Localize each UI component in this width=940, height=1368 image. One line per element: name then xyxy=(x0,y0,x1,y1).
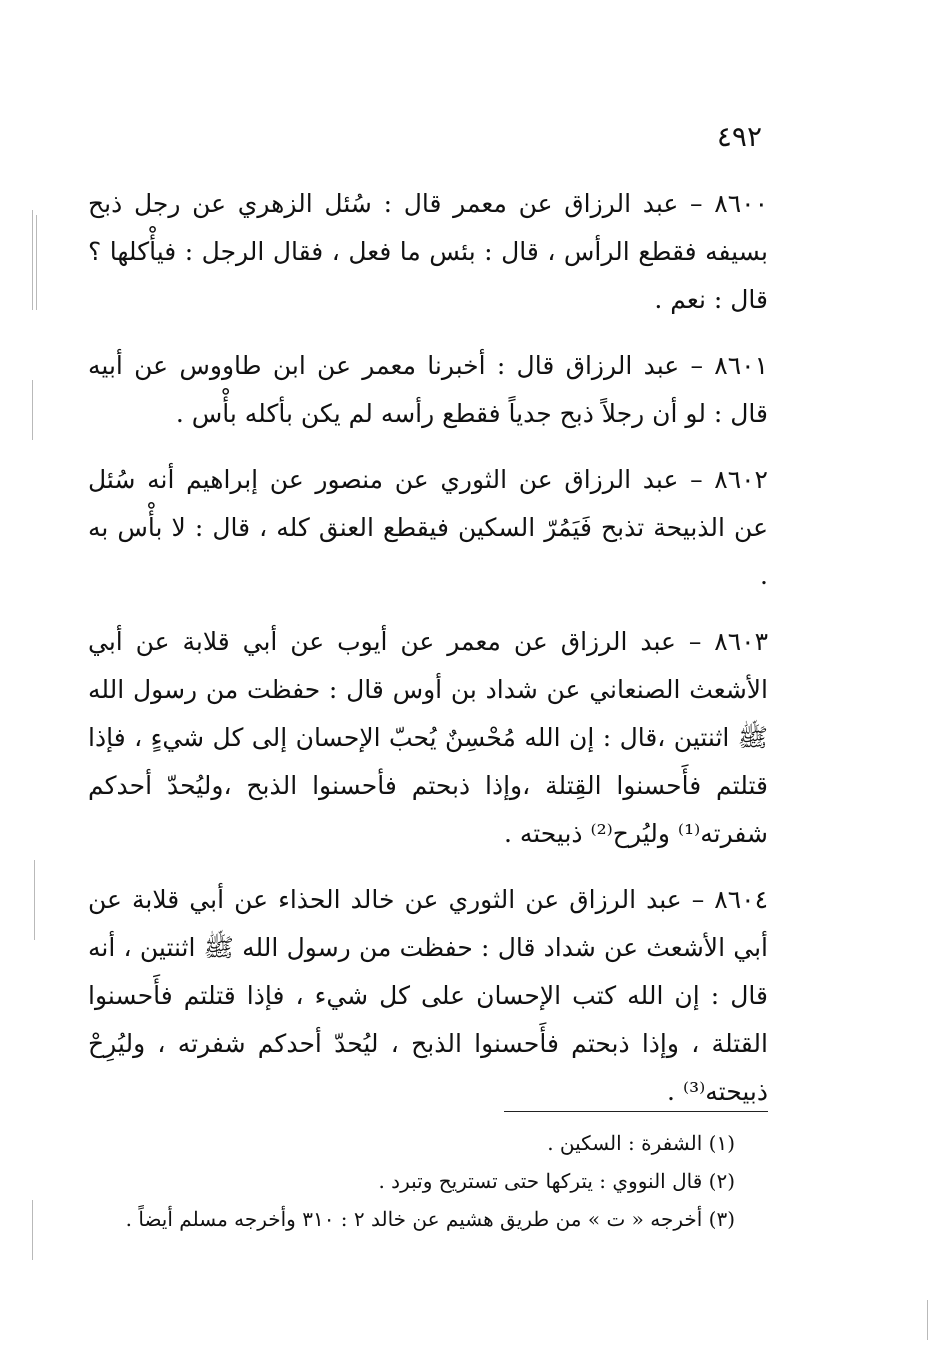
scan-margin-line xyxy=(32,210,33,310)
footnotes xyxy=(115,1124,735,1238)
hadith-8604 xyxy=(88,876,768,1116)
footnote-2: (٢) قال النووي : يتركها حتى تستريح وتبرد . xyxy=(378,1169,735,1193)
footnote-3: (٣) أخرجه « ت » من طريق هشيم عن خالد ٢ : ٣١٠ وأخرجه مسلم أيضاً . xyxy=(125,1207,735,1231)
hadith-number: ٨٦٠٤ xyxy=(714,885,768,914)
hadith-8601 xyxy=(88,342,768,438)
hadith-8603 xyxy=(88,618,768,858)
hadith-8602 xyxy=(88,456,768,600)
hadith-text: – عبد الرزاق قال : أخبرنا معمر عن ابن طاووس عن أبيه قال : لو أن رجلاً ذبح جدياً فقطع رأسه لم يكن بأكله بأْس . xyxy=(88,351,768,428)
scan-margin-line xyxy=(32,1200,33,1260)
main-text xyxy=(88,180,768,1134)
page-number: ٤٩٢ xyxy=(716,120,762,153)
hadith-number: ٨٦٠٠ xyxy=(714,189,768,218)
hadith-8600 xyxy=(88,180,768,324)
footnote-divider xyxy=(504,1111,768,1112)
hadith-text: – عبد الرزاق عن الثوري عن خالد الحذاء عن أبي قلابة عن أبي الأشعث عن شداد قال : حفظت من رسول الله ﷺ اثنتين ، أنه قال : إن الله كتب الإحسان على كل شيء ، فإذا قتلتم فأَحسنوا القتلة ، وإذا ذبحتم فأَحسنوا الذبح ، ليُحدّ أحدكم شفرته ، وليُرِحْ ذبيحته⁽³⁾ . xyxy=(88,885,768,1106)
hadith-number: ٨٦٠٢ xyxy=(714,465,768,494)
scan-margin-line xyxy=(32,380,33,440)
hadith-text: – عبد الرزاق عن معمر عن أيوب عن أبي قلابة عن أبي الأشعث الصنعاني عن شداد بن أوس قال : حفظت من رسول الله ﷺ اثنتين ،قال : إن الله مُحْسِنٌ يُحبّ الإحسان إلى كل شيءٍ ، فإذا قتلتم فأَحسنوا القِتلة ،وإذا ذبحتم فأحسنوا الذبح ،وليُحدّ أحدكم شفرته⁽¹⁾ وليُرح⁽²⁾ ذبيحته . xyxy=(88,627,768,848)
hadith-number: ٨٦٠١ xyxy=(714,351,769,380)
scan-margin-line xyxy=(927,1300,928,1340)
scan-margin-line xyxy=(36,215,37,310)
hadith-number: ٨٦٠٣ xyxy=(714,627,768,656)
hadith-text: – عبد الرزاق عن الثوري عن منصور عن إبراهيم أنه سُئل عن الذبيحة تذبح فَيَمُرّ السكين فيقطع العنق كله ، قال : لا بأْس به . xyxy=(88,465,768,590)
hadith-text: – عبد الرزاق عن معمر قال : سُئل الزهري عن رجل ذبح بسيفه فقطع الرأس ، قال : بئس ما فعل ، فقال الرجل : فيأْكلها ؟ قال : نعم . xyxy=(88,189,768,314)
scan-margin-line xyxy=(34,860,35,940)
footnote-1: (١) الشفرة : السكين . xyxy=(547,1131,735,1155)
